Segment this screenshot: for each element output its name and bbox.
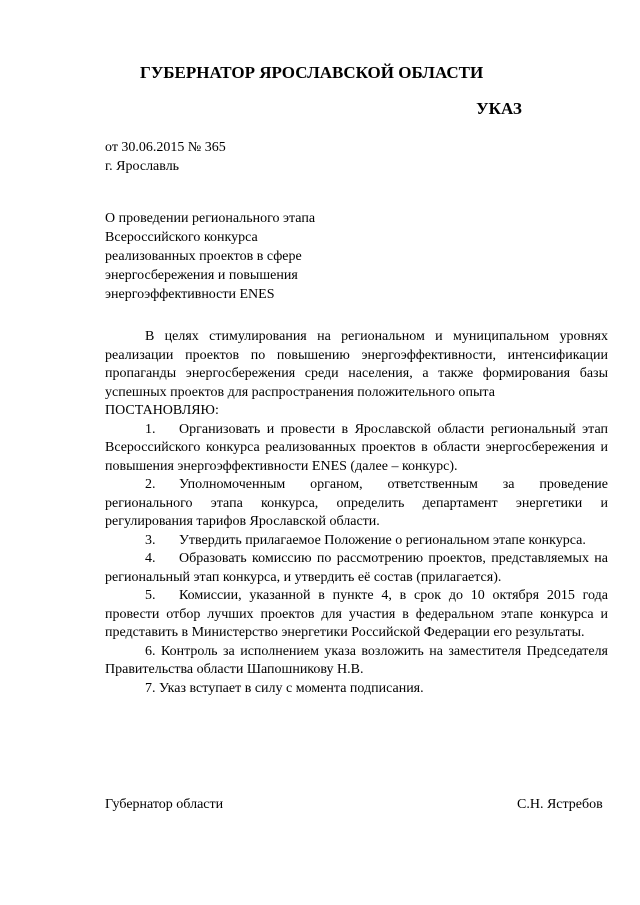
decree-item bbox=[105, 680, 608, 699]
decree-item bbox=[105, 550, 608, 587]
item-text: Комиссии, указанной в пункте 4, в срок до 10 октября 2015 года провести отбор лучших проектов для участия в федеральном этапе конкурса и представить в Министерство энергетики Российской Федерации его результаты. bbox=[105, 588, 608, 640]
decree-body bbox=[105, 328, 608, 698]
issuer-title: ГУБЕРНАТОР ЯРОСЛАВСКОЙ ОБЛАСТИ bbox=[140, 63, 484, 82]
decree-item bbox=[105, 421, 608, 477]
item-text: Контроль за исполнением указа возложить на заместителя Председателя Правительства области Шапошникову Н.В. bbox=[105, 643, 608, 677]
subject-line: энергоэффективности ENES bbox=[105, 287, 275, 302]
item-number: 3. bbox=[145, 532, 156, 548]
decree-item bbox=[105, 532, 608, 551]
signatory-role: Губернатор области bbox=[105, 797, 224, 812]
item-text: Образовать комиссию по рассмотрению проектов, представляемых на региональный этап конкурса, и утвердить её состав (прилагается). bbox=[105, 551, 608, 585]
decree-item bbox=[105, 587, 608, 643]
signatory-name: С.Н. Ястребов bbox=[517, 797, 603, 812]
document-type: УКАЗ bbox=[476, 99, 522, 118]
preamble: В целях стимулирования на региональном и муниципальном уровнях реализации проектов по повышению энергоэффективности, интенсификации пропаганды энергосбережения среди населения, а также формирования базы успешных проектов для распространения положительного опыта bbox=[105, 329, 608, 400]
decree-subject bbox=[105, 209, 365, 304]
subject-line: энергосбережения и повышения bbox=[105, 268, 298, 283]
city: г. Ярославль bbox=[105, 159, 180, 174]
item-number: 6. bbox=[145, 643, 156, 659]
item-number: 1. bbox=[145, 421, 156, 437]
subject-line: Всероссийского конкурса bbox=[105, 230, 258, 245]
subject-line: реализованных проектов в сфере bbox=[105, 249, 302, 264]
item-number: 4. bbox=[145, 551, 156, 566]
item-text: Указ вступает в силу с момента подписания. bbox=[159, 680, 424, 696]
item-text: Организовать и провести в Ярославской области региональный этап Всероссийского конкурса реализованных проектов в области энергосбережения и повышения энергоэффективности ENES (далее – конкурс). bbox=[105, 421, 608, 474]
item-text: Уполномоченным органом, ответственным за проведение регионального этапа конкурса, определить департамент энергетики и регулирования тарифов Ярославской области. bbox=[105, 477, 608, 529]
item-number: 2. bbox=[145, 477, 156, 492]
item-number: 7. bbox=[145, 680, 156, 696]
item-text: Утвердить прилагаемое Положение о региональном этапе конкурса. bbox=[179, 532, 586, 548]
item-number: 5. bbox=[145, 588, 156, 603]
decree-word: ПОСТАНОВЛЯЮ: bbox=[105, 403, 219, 418]
date-number: от 30.06.2015 № 365 bbox=[105, 140, 226, 155]
decree-item bbox=[105, 476, 608, 532]
decree-item bbox=[105, 643, 608, 680]
subject-line: О проведении регионального этапа bbox=[105, 211, 316, 226]
